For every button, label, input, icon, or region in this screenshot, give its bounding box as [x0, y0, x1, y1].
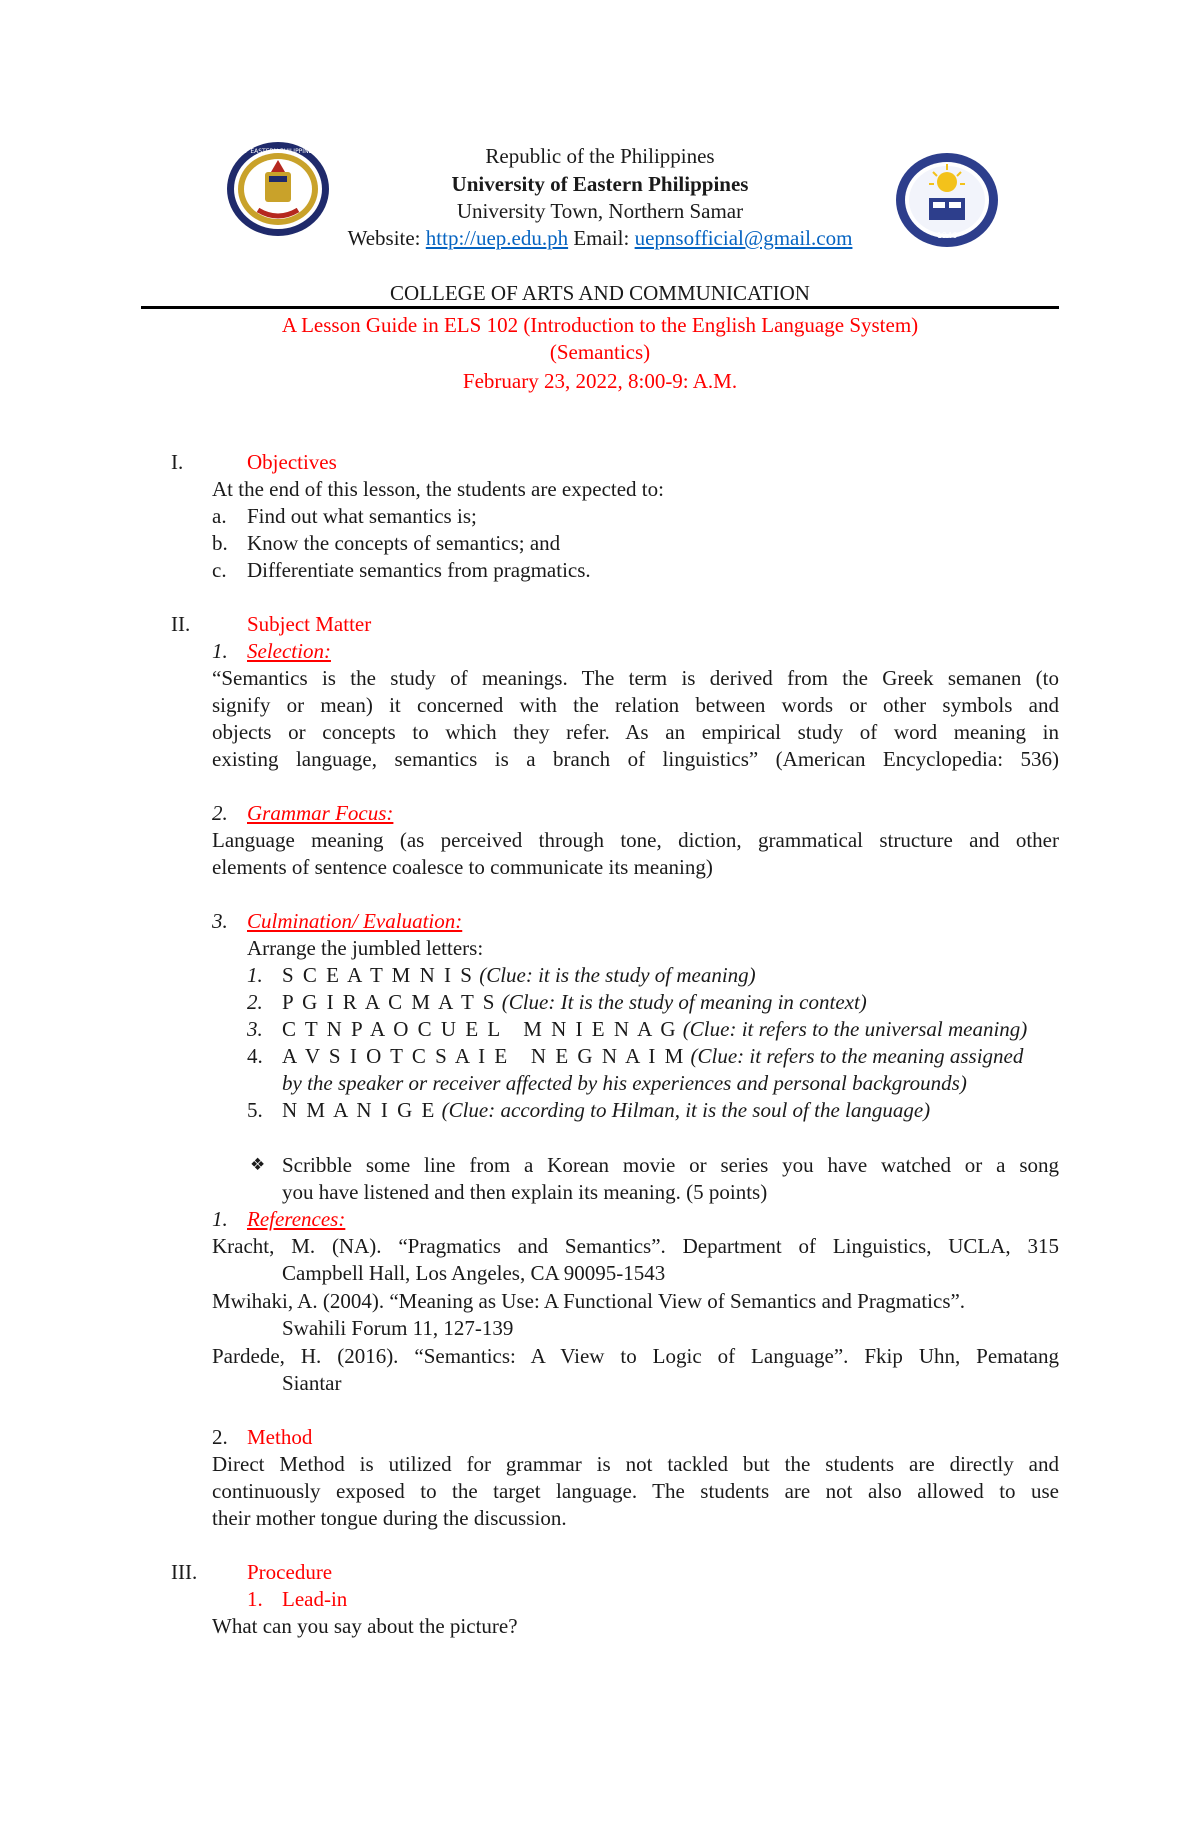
references-number: 1.: [212, 1207, 228, 1231]
jumble-item: [282, 1016, 1027, 1043]
objective-marker: a.: [212, 504, 227, 528]
website-link[interactable]: http://uep.edu.ph: [425, 226, 569, 250]
jumbled-letters: A V S I O T C S A I E N E G N A I M: [282, 1044, 686, 1068]
selection-text-line: objects or concepts to which they refer. As an empirical study of word meaning in: [212, 720, 1059, 744]
objective-item: Differentiate semantics from pragmatics.: [247, 558, 591, 582]
lesson-date: February 23, 2022, 8:00-9: A.M.: [462, 369, 738, 393]
jumble-number: 5.: [247, 1098, 263, 1122]
section-title-procedure: Procedure: [247, 1560, 333, 1584]
jumble-clue: (Clue: it refers to the universal meaning): [677, 1017, 1028, 1041]
objective-marker: b.: [212, 531, 228, 555]
svg-text:UNIVERSITY OF EASTERN PHILIPPI: UNIVERSITY OF EASTERN PHILIPPINES • N. SAMAR: [202, 148, 354, 155]
jumble-item: [282, 989, 867, 1016]
selection-label: Selection:: [247, 639, 331, 663]
jumble-clue-continued: by the speaker or receiver affected by his experiences and personal backgrounds): [282, 1071, 967, 1095]
svg-text:1946: 1946: [936, 231, 958, 240]
grammar-focus-number: 2.: [212, 801, 228, 825]
method-label: Method: [247, 1425, 313, 1449]
culmination-label: Culmination/ Evaluation:: [247, 909, 463, 933]
section-numeral-procedure: III.: [171, 1560, 198, 1584]
objective-marker: c.: [212, 558, 227, 582]
culmination-intro: Arrange the jumbled letters:: [247, 936, 484, 960]
lead-in-question: What can you say about the picture?: [212, 1614, 518, 1638]
section-numeral-objectives: I.: [171, 450, 184, 474]
method-text-line: Direct Method is utilized for grammar is not tackled but the students are directly and: [212, 1452, 1059, 1476]
method-text-line: their mother tongue during the discussion.: [212, 1506, 567, 1530]
republic-heading: Republic of the Philippines: [485, 144, 715, 168]
jumbled-letters: S C E A T M N I S: [282, 963, 474, 987]
diamond-bullet-icon: ❖: [250, 1155, 266, 1175]
reference-entry-continued: Swahili Forum 11, 127-139: [282, 1316, 514, 1340]
jumble-clue: (Clue: it is the study of meaning): [473, 963, 756, 987]
reference-entry: Kracht, M. (NA). “Pragmatics and Semantics”. Department of Linguistics, UCLA, 315: [212, 1234, 1059, 1258]
lesson-title: A Lesson Guide in ELS 102 (Introduction to the English Language System): [281, 313, 919, 337]
lesson-topic: (Semantics): [549, 340, 651, 364]
header-divider: [141, 306, 1059, 309]
jumble-clue: (Clue: according to Hilman, it is the soul of the language): [436, 1098, 931, 1122]
method-text-line: continuously exposed to the target language. The students are not also allowed to use: [212, 1479, 1059, 1503]
objective-item: Find out what semantics is;: [247, 504, 477, 528]
reference-entry-continued: Siantar: [282, 1371, 342, 1395]
selection-text-line: existing language, semantics is a branch of linguistics” (American Encyclopedia: 536): [212, 747, 1059, 771]
jumble-item: [282, 1043, 1023, 1070]
section-title-subject-matter: Subject Matter: [247, 612, 372, 636]
references-label: References:: [247, 1207, 346, 1231]
university-name: University of Eastern Philippines: [451, 172, 749, 196]
college-heading: COLLEGE OF ARTS AND COMMUNICATION: [390, 281, 810, 305]
jumble-number: 4.: [247, 1044, 263, 1068]
selection-text-line: “Semantics is the study of meanings. The term is derived from the Greek semanen (to: [212, 666, 1059, 690]
jumble-number: 3.: [247, 1017, 263, 1041]
jumbled-letters: C T N P A O C U E L M N I E N A G: [282, 1017, 678, 1041]
reference-entry-continued: Campbell Hall, Los Angeles, CA 90095-1543: [282, 1261, 666, 1285]
email-link[interactable]: uepnsofficial@gmail.com: [634, 226, 853, 250]
grammar-focus-text-line: Language meaning (as perceived through tone, diction, grammatical structure and other: [212, 828, 1059, 852]
reference-entry: Pardede, H. (2016). “Semantics: A View to Logic of Language”. Fkip Uhn, Pematang: [212, 1344, 1059, 1368]
jumble-item: [282, 962, 756, 989]
lead-in-number: 1.: [247, 1587, 263, 1611]
section-title-objectives: Objectives: [247, 450, 337, 474]
jumbled-letters: N M A N I G E: [282, 1098, 437, 1122]
jumble-clue: (Clue: it refers to the meaning assigned: [685, 1044, 1024, 1068]
grammar-focus-text-line: elements of sentence coalesce to communicate its meaning): [212, 855, 713, 879]
jumble-item: [282, 1097, 930, 1124]
jumble-number: 2.: [247, 990, 263, 1014]
reference-entry: Mwihaki, A. (2004). “Meaning as Use: A Functional View of Semantics and Pragmatics”.: [212, 1289, 966, 1313]
jumble-number: 1.: [247, 963, 263, 987]
lead-in-label: Lead-in: [282, 1587, 348, 1611]
selection-text-line: signify or mean) it concerned with the relation between words or other symbols and: [212, 693, 1059, 717]
jumbled-letters: P G I R A C M A T S: [282, 990, 497, 1014]
task-text-line: you have listened and then explain its meaning. (5 points): [282, 1180, 768, 1204]
method-number: 2.: [212, 1425, 228, 1449]
culmination-number: 3.: [212, 909, 228, 933]
task-text-line: Scribble some line from a Korean movie or series you have watched or a song: [282, 1153, 1059, 1177]
objectives-intro: At the end of this lesson, the students are expected to:: [212, 477, 664, 501]
website-label: Website:: [347, 226, 426, 250]
objective-item: Know the concepts of semantics; and: [247, 531, 561, 555]
contact-line: [0, 225, 1200, 252]
grammar-focus-label: Grammar Focus:: [247, 801, 394, 825]
section-numeral-subject-matter: II.: [171, 612, 191, 636]
jumble-clue: (Clue: It is the study of meaning in context): [496, 990, 867, 1014]
university-address: University Town, Northern Samar: [456, 199, 744, 223]
email-label: Email:: [568, 226, 635, 250]
selection-number: 1.: [212, 639, 228, 663]
